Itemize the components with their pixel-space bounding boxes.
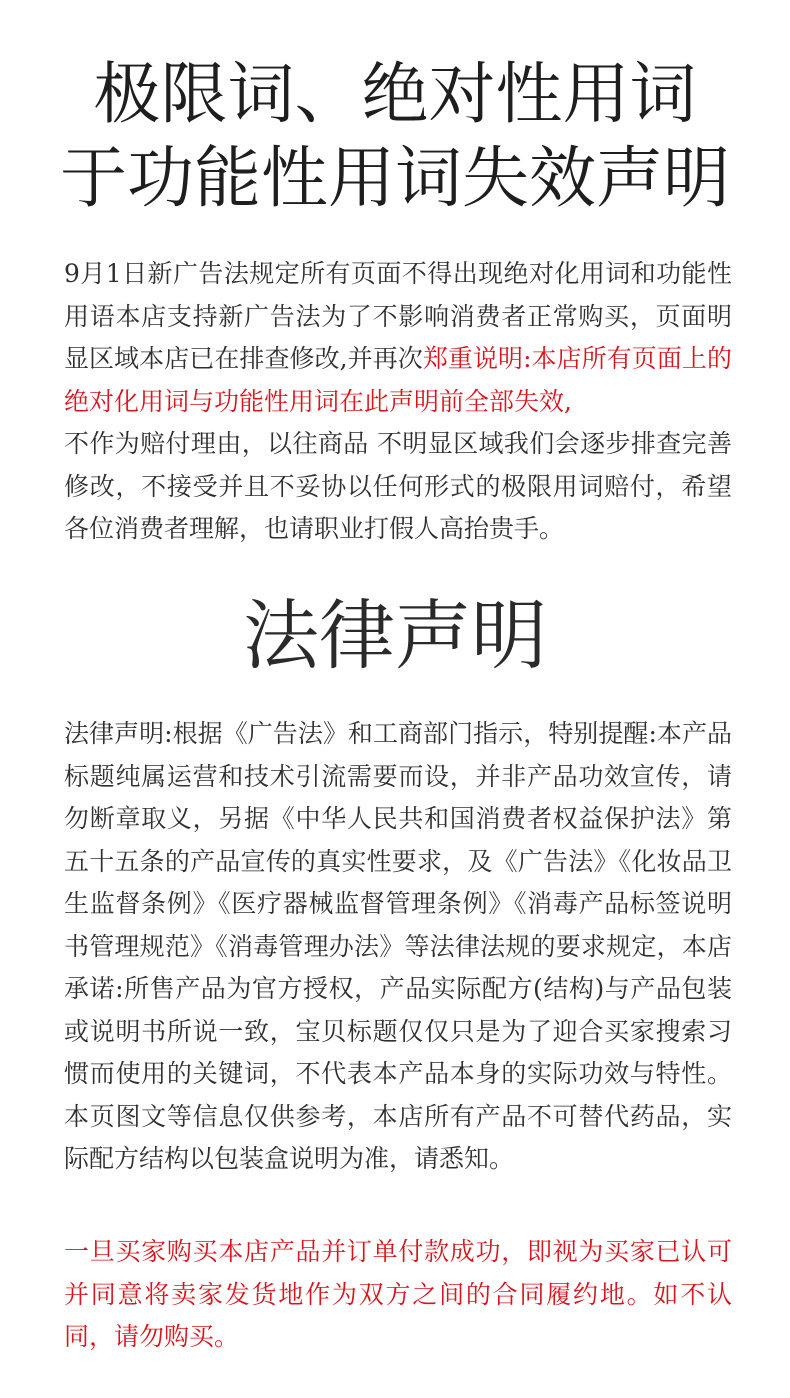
page-title-line-1: 极限词、绝对性用词 bbox=[93, 55, 697, 133]
notice-text-highlight: 郑重说明:本店所有页面上的绝对化用词与功能性用词在此声明前全部失效, bbox=[64, 344, 732, 416]
page-title bbox=[0, 52, 790, 220]
notice-paragraph bbox=[64, 253, 732, 551]
page-title-line-2: 于功能性用词失效声明 bbox=[60, 139, 730, 217]
legal-section-title: 法律声明 bbox=[243, 591, 547, 680]
notice-text-intro: 9月1日新广告法规定所有页面不得出现绝对化用词和功能性用语本店支持新广告法为了不影响消费者正常购买，页面明显区域本店已在排查修改,并再次 bbox=[64, 259, 732, 373]
legal-purchase-terms: 一旦买家购买本店产品并订单付款成功，即视为买家已认可并同意将卖家发货地作为双方之间的合同履约地。如不认同，请勿购买。 bbox=[64, 1237, 732, 1351]
legal-paragraph: 法律声明:根据《广告法》和工商部门指示，特别提醒:本产品标题纯属运营和技术引流需要而设，并非产品功效宣传，请勿断章取义，另据《中华人民共和国消费者权益保护法》第五十五条的产品宣传的真实性要求，及《广告法》《化妆品卫生监督条例》《医疗器械监督管理条例》《消毒产品标签说明书管理规范》《消毒管理办法》等法律法规的要求规定，本店承诺:所售产品为官方授权，产品实际配方(结构)与产品包装或说明书所说一致，宝贝标题仅仅只是为了迎合买家搜索习惯而使用的关键词，不代表本产品本身的实际功效与特性。本页图文等信息仅供参考，本店所有产品不可替代药品，实际配方结构以包装盒说明为准，请悉知。 bbox=[64, 719, 732, 1173]
notice-text-closing: 不作为赔付理由，以往商品 不明显区域我们会逐步排查完善修改，不接受并且不妥协以任何形式的极限用词赔付，希望各位消费者理解，也请职业打假人高抬贵手。 bbox=[64, 429, 732, 543]
